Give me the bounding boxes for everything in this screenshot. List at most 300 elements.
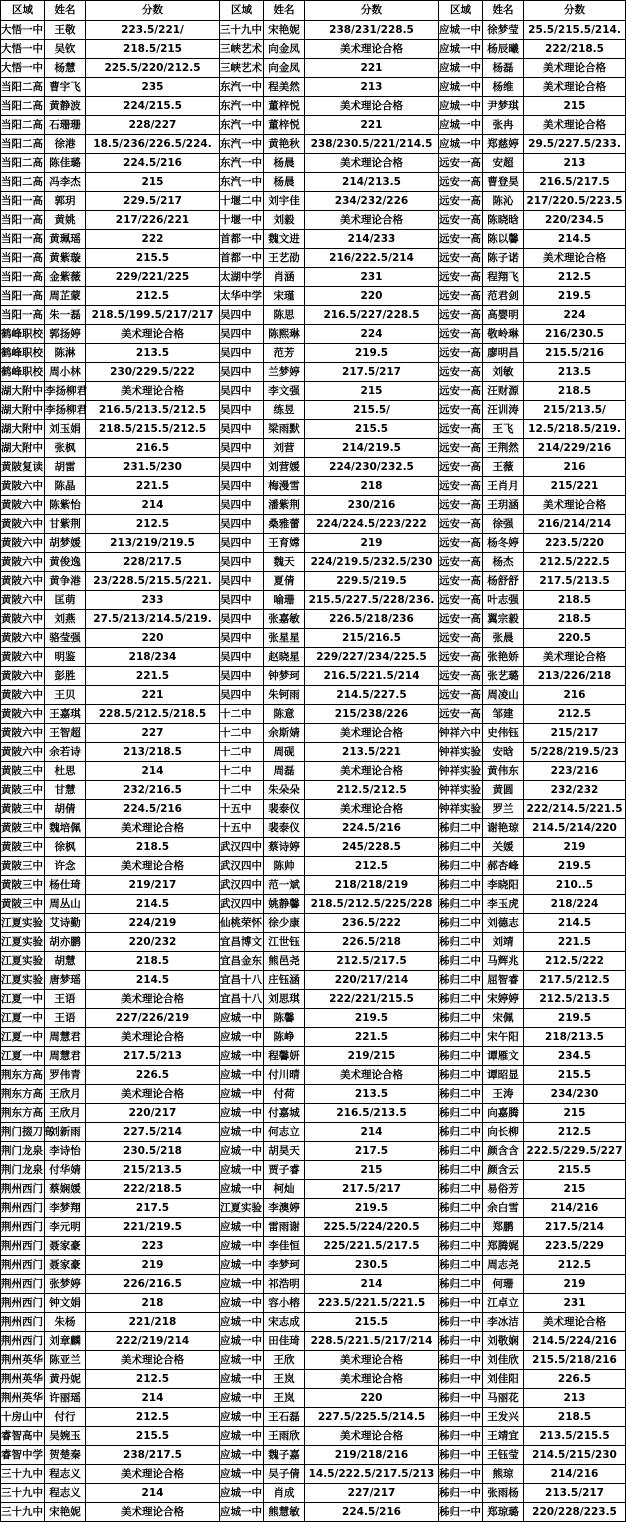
cell-score-1: 23/228.5/215.5/221.: [86, 572, 220, 591]
table-row: [1, 268, 626, 287]
cell-region-2: 应城一中: [220, 1237, 264, 1256]
cell-score-1: 美术理论合格: [86, 1503, 220, 1522]
cell-region-2: 吴四中: [220, 382, 264, 401]
cell-score-1: 215/213.5: [86, 1161, 220, 1180]
cell-name-2: 陈馨: [264, 1009, 305, 1028]
cell-name-3: 刘佳欣: [483, 1351, 524, 1370]
cell-name-1: 陈晶: [45, 477, 86, 496]
cell-region-2: 应城一中: [220, 1085, 264, 1104]
cell-region-1: 黄陂六中: [1, 591, 45, 610]
cell-score-3: 218.5: [524, 1408, 626, 1427]
cell-score-2: 231: [305, 268, 439, 287]
cell-score-2: 224.5/216: [305, 819, 439, 838]
cell-score-1: 美术理论合格: [86, 1028, 220, 1047]
cell-score-2: 227.5/225.5/214.5: [305, 1408, 439, 1427]
cell-region-1: 三十九中: [1, 1465, 45, 1484]
cell-region-1: 黄陂三中: [1, 762, 45, 781]
cell-region-1: 江夏一中: [1, 1047, 45, 1066]
cell-region-3: 钟祥实验: [439, 800, 483, 819]
table-row: [1, 1503, 626, 1522]
cell-score-1: 216.5: [86, 439, 220, 458]
cell-region-1: 黄陂六中: [1, 553, 45, 572]
table-row: [1, 192, 626, 211]
cell-name-2: 刘营媛: [264, 458, 305, 477]
cell-name-3: 王飞: [483, 420, 524, 439]
cell-score-1: 232/216.5: [86, 781, 220, 800]
cell-name-1: 李扬柳君: [45, 401, 86, 420]
cell-score-1: 218/234: [86, 648, 220, 667]
cell-region-3: 远安一高: [439, 591, 483, 610]
cell-name-2: 王艺劭: [264, 249, 305, 268]
cell-region-2: 太湖中学: [220, 268, 264, 287]
cell-region-1: 当阳一高: [1, 306, 45, 325]
cell-score-2: 217.5/217: [305, 363, 439, 382]
cell-name-1: 周小林: [45, 363, 86, 382]
cell-score-1: 216.5/213.5/212.5: [86, 401, 220, 420]
cell-score-1: 美术理论合格: [86, 1085, 220, 1104]
cell-region-2: 应城一中: [220, 1256, 264, 1275]
cell-region-1: 当阳二高: [1, 78, 45, 97]
cell-score-3: 222/214.5/221.5: [524, 800, 626, 819]
table-row: [1, 857, 626, 876]
cell-name-3: 张艺璐: [483, 667, 524, 686]
cell-region-2: 吴四中: [220, 325, 264, 344]
cell-region-1: 荆东方高: [1, 1066, 45, 1085]
cell-region-2: 武汉四中: [220, 895, 264, 914]
cell-region-1: 鹤峰职校: [1, 325, 45, 344]
cell-score-1: 218.5/199.5/217/217: [86, 306, 220, 325]
cell-name-1: 王智超: [45, 724, 86, 743]
cell-region-1: 黄陂三中: [1, 876, 45, 895]
cell-region-1: 江夏实验: [1, 952, 45, 971]
cell-region-2: 吴四中: [220, 344, 264, 363]
cell-name-3: 向长柳: [483, 1123, 524, 1142]
cell-score-1: 218.5: [86, 952, 220, 971]
cell-region-3: 秭归二中: [439, 1123, 483, 1142]
cell-region-1: 大悟一中: [1, 59, 45, 78]
cell-region-1: 鹤峰职校: [1, 363, 45, 382]
cell-score-3: 226.5: [524, 1370, 626, 1389]
header-region-2: 区域: [220, 1, 264, 21]
cell-region-1: 湖大附中: [1, 382, 45, 401]
cell-score-2: 230/216: [305, 496, 439, 515]
cell-score-2: 221: [305, 59, 439, 78]
cell-region-3: 远安一高: [439, 458, 483, 477]
cell-name-1: 艾诗勤: [45, 914, 86, 933]
cell-region-2: 应城一中: [220, 1313, 264, 1332]
cell-region-1: 荆东方高: [1, 1085, 45, 1104]
cell-score-1: 219: [86, 1256, 220, 1275]
cell-name-1: 明鉴: [45, 648, 86, 667]
cell-score-1: 229/221/225: [86, 268, 220, 287]
table-row: [1, 1066, 626, 1085]
cell-region-2: 十二中: [220, 781, 264, 800]
cell-region-2: 东汽一中: [220, 154, 264, 173]
cell-name-3: 尹梦琪: [483, 97, 524, 116]
cell-name-2: 董梓悦: [264, 116, 305, 135]
cell-score-3: 219: [524, 838, 626, 857]
cell-score-2: 美术理论合格: [305, 154, 439, 173]
cell-score-3: 212.5: [524, 268, 626, 287]
cell-name-2: 陈意: [264, 705, 305, 724]
cell-region-3: 钟祥实验: [439, 762, 483, 781]
cell-score-2: 美术理论合格: [305, 1066, 439, 1085]
cell-region-2: 应城一中: [220, 1503, 264, 1522]
cell-region-2: 吴四中: [220, 515, 264, 534]
cell-name-2: 潘紫荆: [264, 496, 305, 515]
cell-region-1: 黄陂六中: [1, 534, 45, 553]
cell-region-2: 吴四中: [220, 534, 264, 553]
cell-name-2: 范芳: [264, 344, 305, 363]
cell-name-2: 贾子睿: [264, 1161, 305, 1180]
cell-name-2: 王欣: [264, 1351, 305, 1370]
cell-region-2: 吴四中: [220, 686, 264, 705]
cell-score-2: 217.5/217: [305, 1180, 439, 1199]
cell-region-2: 吴四中: [220, 477, 264, 496]
cell-score-2: 224: [305, 325, 439, 344]
cell-region-2: 应城一中: [220, 1028, 264, 1047]
cell-score-1: 218: [86, 1294, 220, 1313]
cell-region-2: 吴四中: [220, 306, 264, 325]
cell-score-1: 220/217: [86, 1104, 220, 1123]
cell-name-2: 胡昊天: [264, 1142, 305, 1161]
cell-score-3: 美术理论合格: [524, 496, 626, 515]
cell-name-2: 李佳恒: [264, 1237, 305, 1256]
cell-region-2: 应城一中: [220, 1351, 264, 1370]
cell-score-1: 214: [86, 496, 220, 515]
cell-name-3: 程翔飞: [483, 268, 524, 287]
cell-score-2: 215.5: [305, 1313, 439, 1332]
cell-region-3: 应城一中: [439, 21, 483, 40]
cell-score-3: 215/221: [524, 477, 626, 496]
cell-name-1: 骆莹强: [45, 629, 86, 648]
cell-score-2: 224/219.5/232.5/230: [305, 553, 439, 572]
cell-name-1: 唐梦瑶: [45, 971, 86, 990]
cell-name-3: 杨杰: [483, 553, 524, 572]
table-row: [1, 1275, 626, 1294]
cell-region-1: 荆州西门: [1, 1313, 45, 1332]
cell-region-2: 应城一中: [220, 1332, 264, 1351]
cell-region-2: 东汽一中: [220, 78, 264, 97]
table-row: [1, 154, 626, 173]
cell-region-1: 黄陂六中: [1, 610, 45, 629]
cell-region-1: 荆州西门: [1, 1275, 45, 1294]
cell-region-1: 荆东方高: [1, 1104, 45, 1123]
table-row: [1, 914, 626, 933]
cell-name-3: 陈晓晗: [483, 211, 524, 230]
cell-region-2: 应城一中: [220, 1465, 264, 1484]
cell-name-2: 裴泰仪: [264, 800, 305, 819]
cell-score-2: 美术理论合格: [305, 1351, 439, 1370]
cell-score-3: 美术理论合格: [524, 249, 626, 268]
cell-name-1: 李梦翔: [45, 1199, 86, 1218]
cell-name-1: 李诗怡: [45, 1142, 86, 1161]
cell-region-1: 当阳二高: [1, 173, 45, 192]
cell-region-3: 应城一中: [439, 59, 483, 78]
cell-region-1: 黄陂三中: [1, 819, 45, 838]
cell-name-1: 甘慧: [45, 781, 86, 800]
cell-name-3: 刘靖: [483, 933, 524, 952]
cell-score-2: 219: [305, 534, 439, 553]
cell-name-2: 祁浩明: [264, 1275, 305, 1294]
cell-region-2: 太华中学: [220, 287, 264, 306]
cell-score-1: 214.5: [86, 971, 220, 990]
table-row: [1, 1465, 626, 1484]
cell-name-3: 李晓阳: [483, 876, 524, 895]
cell-score-2: 美术理论合格: [305, 40, 439, 59]
cell-score-2: 214/213.5: [305, 173, 439, 192]
cell-region-2: 应城一中: [220, 1408, 264, 1427]
cell-region-3: 秭归二中: [439, 933, 483, 952]
cell-region-3: 秭归一中: [439, 1313, 483, 1332]
cell-score-2: 227/217: [305, 1484, 439, 1503]
table-row: [1, 1123, 626, 1142]
table-row: [1, 1446, 626, 1465]
cell-score-2: 221: [305, 116, 439, 135]
cell-name-3: 叶志强: [483, 591, 524, 610]
cell-name-1: 李元明: [45, 1218, 86, 1237]
cell-name-1: 黄丹妮: [45, 1370, 86, 1389]
cell-name-3: 杨辰曦: [483, 40, 524, 59]
cell-score-1: 217.5: [86, 1199, 220, 1218]
header-region-1: 区域: [1, 1, 45, 21]
cell-region-1: 荆门掇刀高: [1, 1123, 45, 1142]
cell-name-1: 许念: [45, 857, 86, 876]
table-row: [1, 667, 626, 686]
cell-name-2: 何志立: [264, 1123, 305, 1142]
cell-name-2: 陈帅: [264, 857, 305, 876]
cell-score-2: 212.5/217.5: [305, 952, 439, 971]
cell-score-3: 219: [524, 1275, 626, 1294]
cell-name-2: 刘营: [264, 439, 305, 458]
cell-name-3: 杨维: [483, 78, 524, 97]
cell-score-1: 213/218.5: [86, 743, 220, 762]
cell-score-2: 238/231/228.5: [305, 21, 439, 40]
cell-score-2: 212.5: [305, 857, 439, 876]
cell-region-1: 当阳一高: [1, 268, 45, 287]
table-row: [1, 1085, 626, 1104]
cell-name-3: 屈智睿: [483, 971, 524, 990]
cell-region-1: 荆州西门: [1, 1180, 45, 1199]
cell-score-1: 221/219.5: [86, 1218, 220, 1237]
cell-score-3: 215: [524, 1180, 626, 1199]
table-row: [1, 629, 626, 648]
cell-name-1: 宋艳妮: [45, 1503, 86, 1522]
cell-score-3: 214.5/214/220: [524, 819, 626, 838]
cell-region-1: 黄陂六中: [1, 515, 45, 534]
cell-score-3: 214/216: [524, 1199, 626, 1218]
table-row: [1, 40, 626, 59]
cell-name-2: 蔡诗婷: [264, 838, 305, 857]
cell-name-3: 曹登昊: [483, 173, 524, 192]
cell-name-2: 付嘉城: [264, 1104, 305, 1123]
cell-name-2: 庄钰涵: [264, 971, 305, 990]
cell-name-3: 颜含含: [483, 1142, 524, 1161]
cell-region-3: 远安一高: [439, 230, 483, 249]
cell-region-1: 鹤峰职校: [1, 344, 45, 363]
header-score-2: 分数: [305, 1, 439, 21]
cell-name-1: 周芷蒙: [45, 287, 86, 306]
cell-region-3: 远安一高: [439, 686, 483, 705]
cell-region-3: 秭归二中: [439, 1009, 483, 1028]
cell-name-3: 廖明昌: [483, 344, 524, 363]
cell-score-3: 5/228/219.5/23: [524, 743, 626, 762]
cell-region-3: 秭归二中: [439, 1275, 483, 1294]
cell-score-3: 224: [524, 306, 626, 325]
cell-score-3: 212.5: [524, 1123, 626, 1142]
cell-name-2: 柯灿: [264, 1180, 305, 1199]
cell-score-1: 226.5: [86, 1066, 220, 1085]
cell-score-3: 217/220.5/223.5: [524, 192, 626, 211]
cell-region-3: 钟祥实验: [439, 743, 483, 762]
cell-score-3: 216: [524, 686, 626, 705]
cell-name-2: 赵晓星: [264, 648, 305, 667]
table-row: [1, 781, 626, 800]
cell-name-2: 黄艳秋: [264, 135, 305, 154]
cell-region-2: 三十九中: [220, 21, 264, 40]
cell-name-1: 李扬柳君: [45, 382, 86, 401]
cell-region-3: 应城一中: [439, 78, 483, 97]
cell-region-1: 当阳一高: [1, 192, 45, 211]
cell-score-1: 213/219/219.5: [86, 534, 220, 553]
cell-name-3: 向嘉腾: [483, 1104, 524, 1123]
cell-score-2: 美术理论合格: [305, 211, 439, 230]
cell-region-3: 秭归二中: [439, 1161, 483, 1180]
cell-region-3: 秭归一中: [439, 1465, 483, 1484]
cell-region-3: 秭归一中: [439, 1427, 483, 1446]
cell-score-1: 214: [86, 1484, 220, 1503]
table-row: [1, 363, 626, 382]
table-row: [1, 1294, 626, 1313]
cell-name-1: 付华婧: [45, 1161, 86, 1180]
cell-region-1: 江夏实验: [1, 933, 45, 952]
cell-name-3: 刘德志: [483, 914, 524, 933]
cell-region-1: 黄陂三中: [1, 838, 45, 857]
cell-name-2: 付川晴: [264, 1066, 305, 1085]
cell-score-1: 221/218: [86, 1313, 220, 1332]
cell-name-1: 杨仕琦: [45, 876, 86, 895]
cell-score-1: 228.5/212.5/218.5: [86, 705, 220, 724]
cell-name-3: 王发兴: [483, 1408, 524, 1427]
cell-region-3: 秭归二中: [439, 1199, 483, 1218]
cell-region-2: 应城一中: [220, 1484, 264, 1503]
cell-name-1: 郭扬婷: [45, 325, 86, 344]
cell-region-3: 秭归一中: [439, 1446, 483, 1465]
cell-score-2: 219/218/216: [305, 1446, 439, 1465]
cell-region-1: 黄陂六中: [1, 724, 45, 743]
cell-score-2: 218: [305, 477, 439, 496]
cell-score-2: 219.5: [305, 1009, 439, 1028]
cell-score-1: 223: [86, 1237, 220, 1256]
cell-name-2: 周砚: [264, 743, 305, 762]
cell-region-2: 应城一中: [220, 1275, 264, 1294]
table-header: [1, 1, 626, 21]
cell-score-3: 220/228/223.5: [524, 1503, 626, 1522]
table-row: [1, 1427, 626, 1446]
cell-name-2: 李梦珂: [264, 1256, 305, 1275]
cell-region-2: 十二中: [220, 762, 264, 781]
cell-region-2: 江夏实验: [220, 1199, 264, 1218]
cell-score-1: 213.5: [86, 344, 220, 363]
cell-name-2: 付荷: [264, 1085, 305, 1104]
cell-score-2: 228.5/221.5/217/214: [305, 1332, 439, 1351]
cell-region-1: 睿智高中: [1, 1427, 45, 1446]
cell-region-1: 荆州英华: [1, 1389, 45, 1408]
cell-name-1: 彭胜: [45, 667, 86, 686]
cell-name-1: 贺楚秦: [45, 1446, 86, 1465]
cell-name-1: 张枫: [45, 439, 86, 458]
cell-name-3: 谭雁文: [483, 1047, 524, 1066]
cell-score-1: 223.5/221/: [86, 21, 220, 40]
cell-region-1: 荆门龙泉: [1, 1161, 45, 1180]
cell-score-1: 218.5/215: [86, 40, 220, 59]
cell-region-3: 秭归一中: [439, 1503, 483, 1522]
cell-name-2: 桑雅蕾: [264, 515, 305, 534]
cell-region-1: 黄陂六中: [1, 572, 45, 591]
cell-score-1: 224.5/216: [86, 154, 220, 173]
cell-region-3: 秭归一中: [439, 1370, 483, 1389]
cell-score-3: 223.5/220: [524, 534, 626, 553]
cell-region-2: 宜昌十八: [220, 990, 264, 1009]
cell-score-2: 215/216.5: [305, 629, 439, 648]
cell-score-3: 212.5/222.5: [524, 553, 626, 572]
cell-score-3: 234.5: [524, 1047, 626, 1066]
cell-score-1: 215.5: [86, 1427, 220, 1446]
cell-region-1: 荆州西门: [1, 1294, 45, 1313]
cell-score-1: 227/226/219: [86, 1009, 220, 1028]
cell-score-3: 216.5/217.5: [524, 173, 626, 192]
cell-name-1: 陈佳璐: [45, 154, 86, 173]
cell-score-1: 美术理论合格: [86, 325, 220, 344]
cell-name-3: 张雨杨: [483, 1484, 524, 1503]
table-row: [1, 78, 626, 97]
cell-region-2: 应城一中: [220, 1009, 264, 1028]
cell-region-1: 荆州西门: [1, 1332, 45, 1351]
cell-region-2: 应城一中: [220, 1446, 264, 1465]
cell-region-3: 秭归二中: [439, 914, 483, 933]
cell-score-2: 220: [305, 1389, 439, 1408]
cell-region-2: 三峡艺术: [220, 40, 264, 59]
cell-score-2: 216.5/227/228.5: [305, 306, 439, 325]
cell-score-3: 219.5: [524, 857, 626, 876]
cell-region-1: 三十九中: [1, 1484, 45, 1503]
cell-score-1: 220: [86, 629, 220, 648]
cell-score-3: 220/234.5: [524, 211, 626, 230]
cell-name-3: 宋佩: [483, 1009, 524, 1028]
cell-name-3: 杨冬婷: [483, 534, 524, 553]
cell-region-1: 江夏实验: [1, 971, 45, 990]
cell-region-1: 黄陂六中: [1, 648, 45, 667]
cell-score-3: 214.5: [524, 230, 626, 249]
cell-name-1: 钟文娟: [45, 1294, 86, 1313]
cell-region-1: 黄陂六中: [1, 705, 45, 724]
cell-name-2: 梅漫雪: [264, 477, 305, 496]
cell-name-2: 王岚: [264, 1389, 305, 1408]
cell-name-1: 黄俊逸: [45, 553, 86, 572]
cell-region-2: 武汉四中: [220, 857, 264, 876]
cell-region-2: 吴四中: [220, 363, 264, 382]
cell-region-3: 应城一中: [439, 116, 483, 135]
cell-name-3: 郑琼璐: [483, 1503, 524, 1522]
cell-region-3: 秭归二中: [439, 1142, 483, 1161]
table-row: [1, 534, 626, 553]
cell-name-1: 周慧君: [45, 1047, 86, 1066]
cell-region-1: 荆州西门: [1, 1256, 45, 1275]
cell-score-3: 222.5/229.5/227: [524, 1142, 626, 1161]
cell-score-1: 230.5/218: [86, 1142, 220, 1161]
cell-name-2: 喻珊: [264, 591, 305, 610]
cell-score-1: 231.5/230: [86, 458, 220, 477]
